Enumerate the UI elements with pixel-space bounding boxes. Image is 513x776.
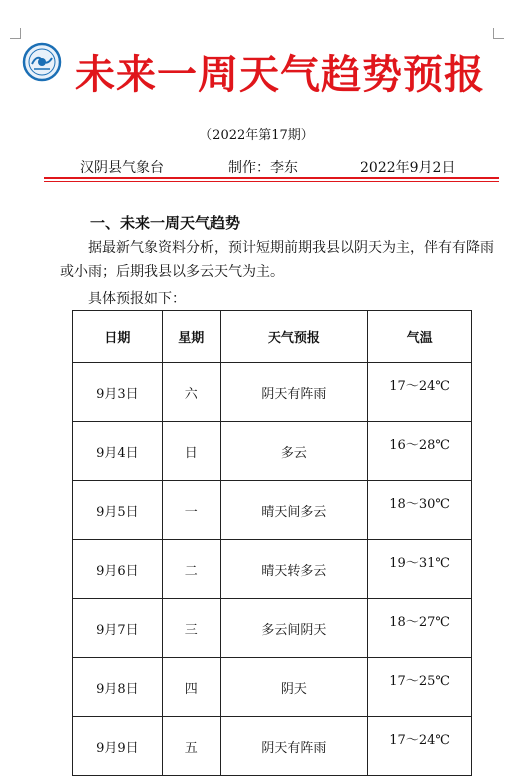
page-title: 未来一周天气趋势预报	[75, 51, 485, 98]
author: 制作：李东	[228, 160, 298, 176]
cell-weather: 阴天	[220, 658, 368, 717]
cell-temperature: 17～24℃	[368, 363, 472, 422]
cell-weather: 阴天有阵雨	[220, 363, 368, 422]
cell-date: 9月5日	[73, 481, 163, 540]
table-row	[73, 540, 472, 599]
table-row	[73, 658, 472, 717]
cell-temperature: 18～27℃	[368, 599, 472, 658]
cell-date: 9月7日	[73, 599, 163, 658]
cell-weather: 晴天转多云	[220, 540, 368, 599]
forecast-summary-text: 据最新气象资料分析，预计短期前期我县以阴天为主，伴有有降雨或小雨；后期我县以多云天气为主。	[60, 240, 494, 280]
table-header-row	[73, 311, 472, 363]
issue-date: 2022年9月2日	[360, 160, 456, 176]
section-heading: 一、未来一周天气趋势	[90, 214, 241, 232]
cell-date: 9月9日	[73, 717, 163, 776]
column-header-weather: 天气预报	[220, 311, 368, 363]
cell-weather: 晴天间多云	[220, 481, 368, 540]
cell-weekday: 六	[162, 363, 220, 422]
forecast-subheading: 具体预报如下：	[88, 291, 186, 307]
cell-weather: 阴天有阵雨	[220, 717, 368, 776]
cell-date: 9月4日	[73, 422, 163, 481]
table-row	[73, 422, 472, 481]
cell-weather: 多云	[220, 422, 368, 481]
forecast-table	[72, 310, 472, 776]
column-header-date: 日期	[73, 311, 163, 363]
table-row	[73, 717, 472, 776]
cell-weekday: 一	[162, 481, 220, 540]
cell-weekday: 二	[162, 540, 220, 599]
column-header-weekday: 星期	[162, 311, 220, 363]
cell-temperature: 19～31℃	[368, 540, 472, 599]
station-name: 汉阴县气象台	[80, 160, 164, 176]
forecast-summary	[60, 236, 500, 284]
cell-weekday: 日	[162, 422, 220, 481]
cell-weekday: 三	[162, 599, 220, 658]
cell-date: 9月8日	[73, 658, 163, 717]
header-divider	[44, 177, 499, 179]
cell-temperature: 17～25℃	[368, 658, 472, 717]
cell-temperature: 16～28℃	[368, 422, 472, 481]
table-row	[73, 481, 472, 540]
issue-number: （2022年第17期）	[199, 128, 314, 143]
cell-weekday: 四	[162, 658, 220, 717]
column-header-temperature: 气温	[368, 311, 472, 363]
page-corner-mark	[493, 28, 504, 39]
meteorological-emblem-icon	[22, 42, 62, 82]
header-divider-thin	[44, 181, 499, 182]
cell-temperature: 17～24℃	[368, 717, 472, 776]
cell-temperature: 18～30℃	[368, 481, 472, 540]
cell-weekday: 五	[162, 717, 220, 776]
cell-weather: 多云间阴天	[220, 599, 368, 658]
table-row	[73, 363, 472, 422]
cell-date: 9月3日	[73, 363, 163, 422]
page-corner-mark	[10, 28, 21, 39]
cell-date: 9月6日	[73, 540, 163, 599]
table-row	[73, 599, 472, 658]
